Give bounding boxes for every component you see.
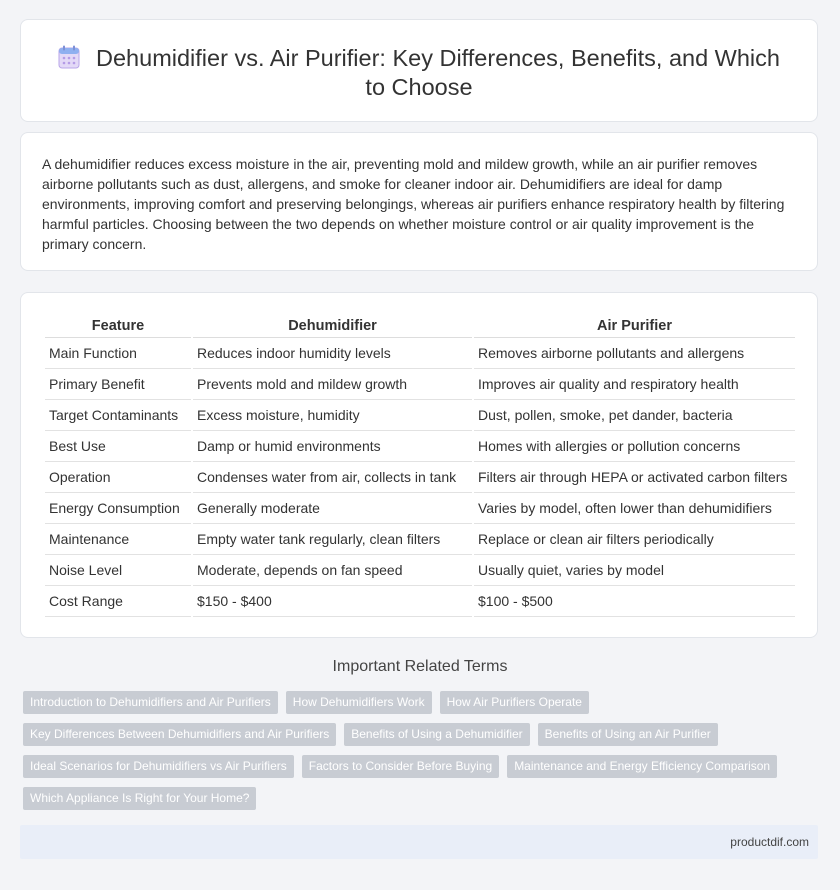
title-wrap	[51, 44, 787, 102]
dehumidifier-cell: Reduces indoor humidity levels	[193, 338, 472, 369]
header-air-purifier: Air Purifier	[474, 315, 795, 338]
dehumidifier-cell: Empty water tank regularly, clean filters	[193, 524, 472, 555]
related-terms-heading: Important Related Terms	[332, 658, 508, 675]
related-term-link[interactable]: Ideal Scenarios for Dehumidifiers vs Air Purifiers	[23, 755, 294, 778]
air-purifier-cell: Removes airborne pollutants and allergens	[474, 338, 795, 369]
related-terms-list	[23, 691, 803, 810]
footer	[20, 825, 818, 859]
feature-cell: Noise Level	[45, 555, 191, 586]
air-purifier-cell: Filters air through HEPA or activated carbon filters	[474, 462, 795, 493]
feature-cell: Primary Benefit	[45, 369, 191, 400]
air-purifier-cell: Improves air quality and respiratory health	[474, 369, 795, 400]
dehumidifier-cell: Prevents mold and mildew growth	[193, 369, 472, 400]
dehumidifier-cell: Condenses water from air, collects in tank	[193, 462, 472, 493]
header-feature: Feature	[45, 315, 191, 338]
dehumidifier-cell: Generally moderate	[193, 493, 472, 524]
comparison-table	[43, 315, 797, 617]
dehumidifier-cell: Damp or humid environments	[193, 431, 472, 462]
comparison-card	[20, 292, 818, 638]
table-row	[45, 462, 795, 493]
intro-card	[20, 132, 818, 271]
table-row	[45, 555, 795, 586]
dehumidifier-cell: Excess moisture, humidity	[193, 400, 472, 431]
air-purifier-cell: Dust, pollen, smoke, pet dander, bacteria	[474, 400, 795, 431]
related-term-link[interactable]: How Air Purifiers Operate	[440, 691, 589, 714]
air-purifier-cell: Usually quiet, varies by model	[474, 555, 795, 586]
table-row	[45, 369, 795, 400]
air-purifier-cell: Varies by model, often lower than dehumidifiers	[474, 493, 795, 524]
related-term-link[interactable]: How Dehumidifiers Work	[286, 691, 432, 714]
calendar-icon	[58, 45, 80, 69]
related-term-link[interactable]: Introduction to Dehumidifiers and Air Purifiers	[23, 691, 278, 714]
dehumidifier-cell: $150 - $400	[193, 586, 472, 617]
table-row	[45, 338, 795, 369]
table-header-row	[45, 315, 795, 338]
related-term-link[interactable]: Maintenance and Energy Efficiency Comparison	[507, 755, 777, 778]
related-term-link[interactable]: Factors to Consider Before Buying	[302, 755, 499, 778]
table-row	[45, 493, 795, 524]
table-row	[45, 431, 795, 462]
related-term-link[interactable]: Benefits of Using a Dehumidifier	[344, 723, 529, 746]
title-card	[20, 19, 818, 122]
header-dehumidifier: Dehumidifier	[193, 315, 472, 338]
related-term-link[interactable]: Key Differences Between Dehumidifiers and Air Purifiers	[23, 723, 336, 746]
page-title: Dehumidifier vs. Air Purifier: Key Differences, Benefits, and Which to Choose	[96, 45, 780, 100]
related-term-link[interactable]: Benefits of Using an Air Purifier	[538, 723, 718, 746]
feature-cell: Operation	[45, 462, 191, 493]
table-row	[45, 524, 795, 555]
table-row	[45, 586, 795, 617]
related-term-link[interactable]: Which Appliance Is Right for Your Home?	[23, 787, 256, 810]
footer-site-name: productdif.com	[730, 835, 809, 849]
feature-cell: Main Function	[45, 338, 191, 369]
air-purifier-cell: Homes with allergies or pollution concerns	[474, 431, 795, 462]
intro-paragraph: A dehumidifier reduces excess moisture in the air, preventing mold and mildew growth, while an air purifier removes airborne pollutants such as dust, allergens, and smoke for cleaner indoor air. Dehumidifiers are ideal for damp environments, improving comfort and preserving belongings, whereas air purifiers enhance respiratory health by filtering harmful particles. Choosing between the two depends on whether moisture control or air quality improvement is the primary concern.	[42, 156, 785, 252]
feature-cell: Cost Range	[45, 586, 191, 617]
feature-cell: Target Contaminants	[45, 400, 191, 431]
feature-cell: Best Use	[45, 431, 191, 462]
table-row	[45, 400, 795, 431]
feature-cell: Maintenance	[45, 524, 191, 555]
air-purifier-cell: $100 - $500	[474, 586, 795, 617]
feature-cell: Energy Consumption	[45, 493, 191, 524]
air-purifier-cell: Replace or clean air filters periodically	[474, 524, 795, 555]
dehumidifier-cell: Moderate, depends on fan speed	[193, 555, 472, 586]
